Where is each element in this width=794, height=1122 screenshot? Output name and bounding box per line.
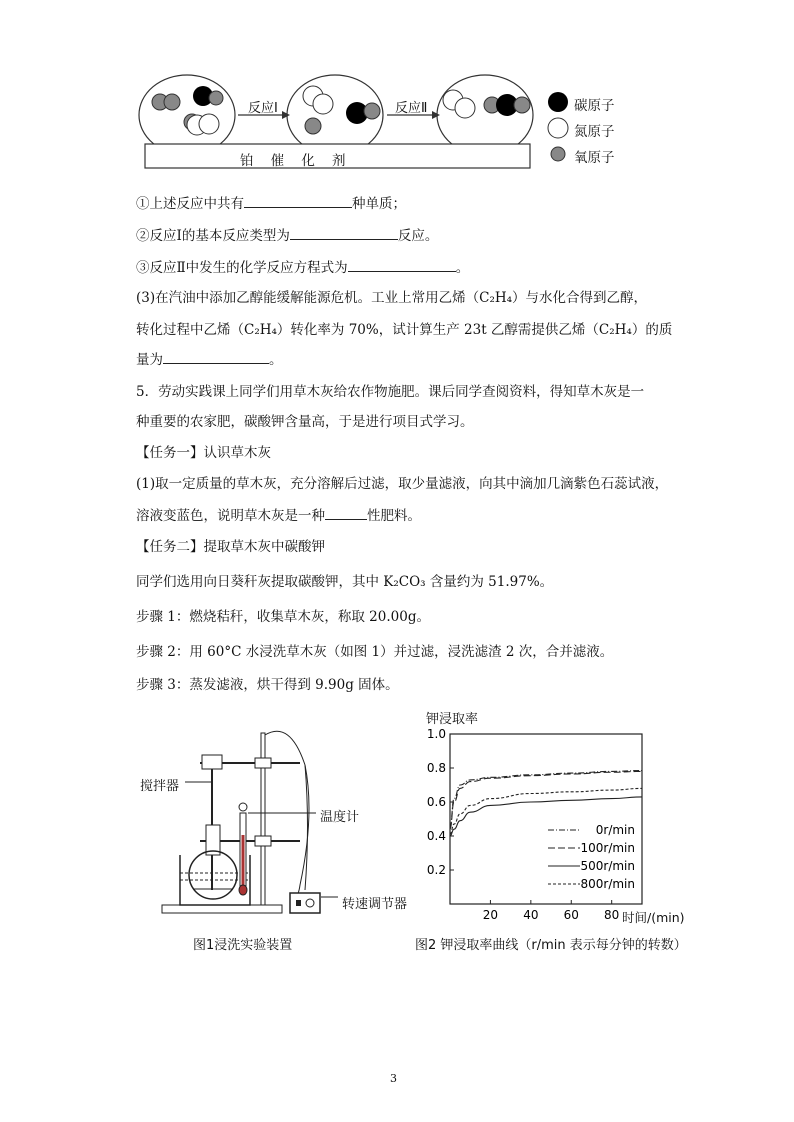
y-tick-label: 1.0 xyxy=(426,727,446,741)
y-tick-label: 0.4 xyxy=(426,829,446,843)
task-2-line-1: 同学们选用向日葵秆灰提取碳酸钾，其中 K₂CO₃ 含量约为 51.97%。 xyxy=(136,574,554,590)
step-2: 步骤 2：用 60°C 水浸洗草木灰（如图 1）并过滤，浸洗滤渣 2 次，合并滤液。 xyxy=(136,644,614,660)
stirrer-label: 搅拌器 xyxy=(140,779,180,794)
paragraph-3-line-3: 量为 。 xyxy=(136,348,283,368)
question-5-line-1: 5．劳动实践课上同学们用草木灰给农作物施肥。课后同学查阅资料，得知草木灰是一 xyxy=(136,384,645,400)
arrow-label-1: 反应Ⅰ xyxy=(248,101,278,116)
answer-blank[interactable] xyxy=(348,257,456,272)
y-tick-label: 0.2 xyxy=(426,863,446,877)
catalyst-label: 铂 催 化 剂 xyxy=(240,153,346,169)
answer-blank[interactable] xyxy=(163,349,269,364)
series-line-1 xyxy=(450,771,642,829)
legend-nitrogen: 氮原子 xyxy=(574,124,615,140)
question-1: ①上述反应中共有 种单质； xyxy=(136,192,406,212)
question-5-line-2: 种重要的农家肥，碳酸钾含量高，于是进行项目式学习。 xyxy=(136,414,474,430)
question-3: ③反应Ⅱ中发生的化学反应方程式为 。 xyxy=(136,256,469,276)
page-number: 3 xyxy=(390,1072,397,1085)
x-axis-label: 时间/(min) xyxy=(622,910,685,925)
paragraph-3-line-1: (3)在汽油中添加乙醇能缓解能源危机。工业上常用乙烯（C₂H₄）与水化合得到乙醇， xyxy=(136,290,648,306)
x-tick-label: 60 xyxy=(563,908,579,922)
step-3: 步骤 3：蒸发滤液，烘干得到 9.90g 固体。 xyxy=(136,677,399,693)
x-tick-label: 20 xyxy=(482,908,499,922)
task-2-heading: 【任务二】提取草木灰中碳酸钾 xyxy=(136,539,325,555)
answer-blank[interactable] xyxy=(244,193,352,208)
question-2: ②反应Ⅰ的基本反应类型为 反应。 xyxy=(136,224,438,244)
legend-label: 800r/min xyxy=(580,877,635,891)
legend-label: 100r/min xyxy=(580,841,635,855)
x-tick-label: 40 xyxy=(523,908,539,922)
thermometer-label: 温度计 xyxy=(320,810,360,825)
legend-carbon: 碳原子 xyxy=(574,98,615,114)
task-1-line-1: (1)取一定质量的草木灰，充分溶解后过滤，取少量滤液，向其中滴加几滴紫色石蕊试液， xyxy=(136,476,669,492)
legend-label: 500r/min xyxy=(580,859,635,873)
chart-title: 钾浸取率 xyxy=(426,712,479,727)
x-tick-label: 80 xyxy=(604,908,620,922)
task-1-heading: 【任务一】认识草木灰 xyxy=(136,445,271,461)
leaching-rate-chart xyxy=(420,726,680,926)
task-1-line-2: 溶液变蓝色，说明草木灰是一种 性肥料。 xyxy=(136,504,421,524)
legend-label: 0r/min xyxy=(595,823,635,837)
arrow-label-2: 反应Ⅱ xyxy=(395,101,428,116)
y-tick-label: 0.6 xyxy=(426,795,446,809)
legend-oxygen: 氧原子 xyxy=(574,150,615,166)
paragraph-3-line-2: 转化过程中乙烯（C₂H₄）转化率为 70%，试计算生产 23t 乙醇需提供乙烯（C₂H₄）的质 xyxy=(136,322,673,338)
answer-blank[interactable] xyxy=(290,225,398,240)
speed-controller-label: 转速调节器 xyxy=(342,897,408,912)
figure-2-caption: 图2 钾浸取率曲线（r/min 表示每分钟的转数） xyxy=(415,938,687,953)
figure-1-caption: 图1浸洗实验装置 xyxy=(193,938,293,953)
step-1: 步骤 1：燃烧秸秆，收集草木灰，称取 20.00g。 xyxy=(136,609,430,625)
y-tick-label: 0.8 xyxy=(426,761,446,775)
answer-blank[interactable] xyxy=(325,505,367,520)
